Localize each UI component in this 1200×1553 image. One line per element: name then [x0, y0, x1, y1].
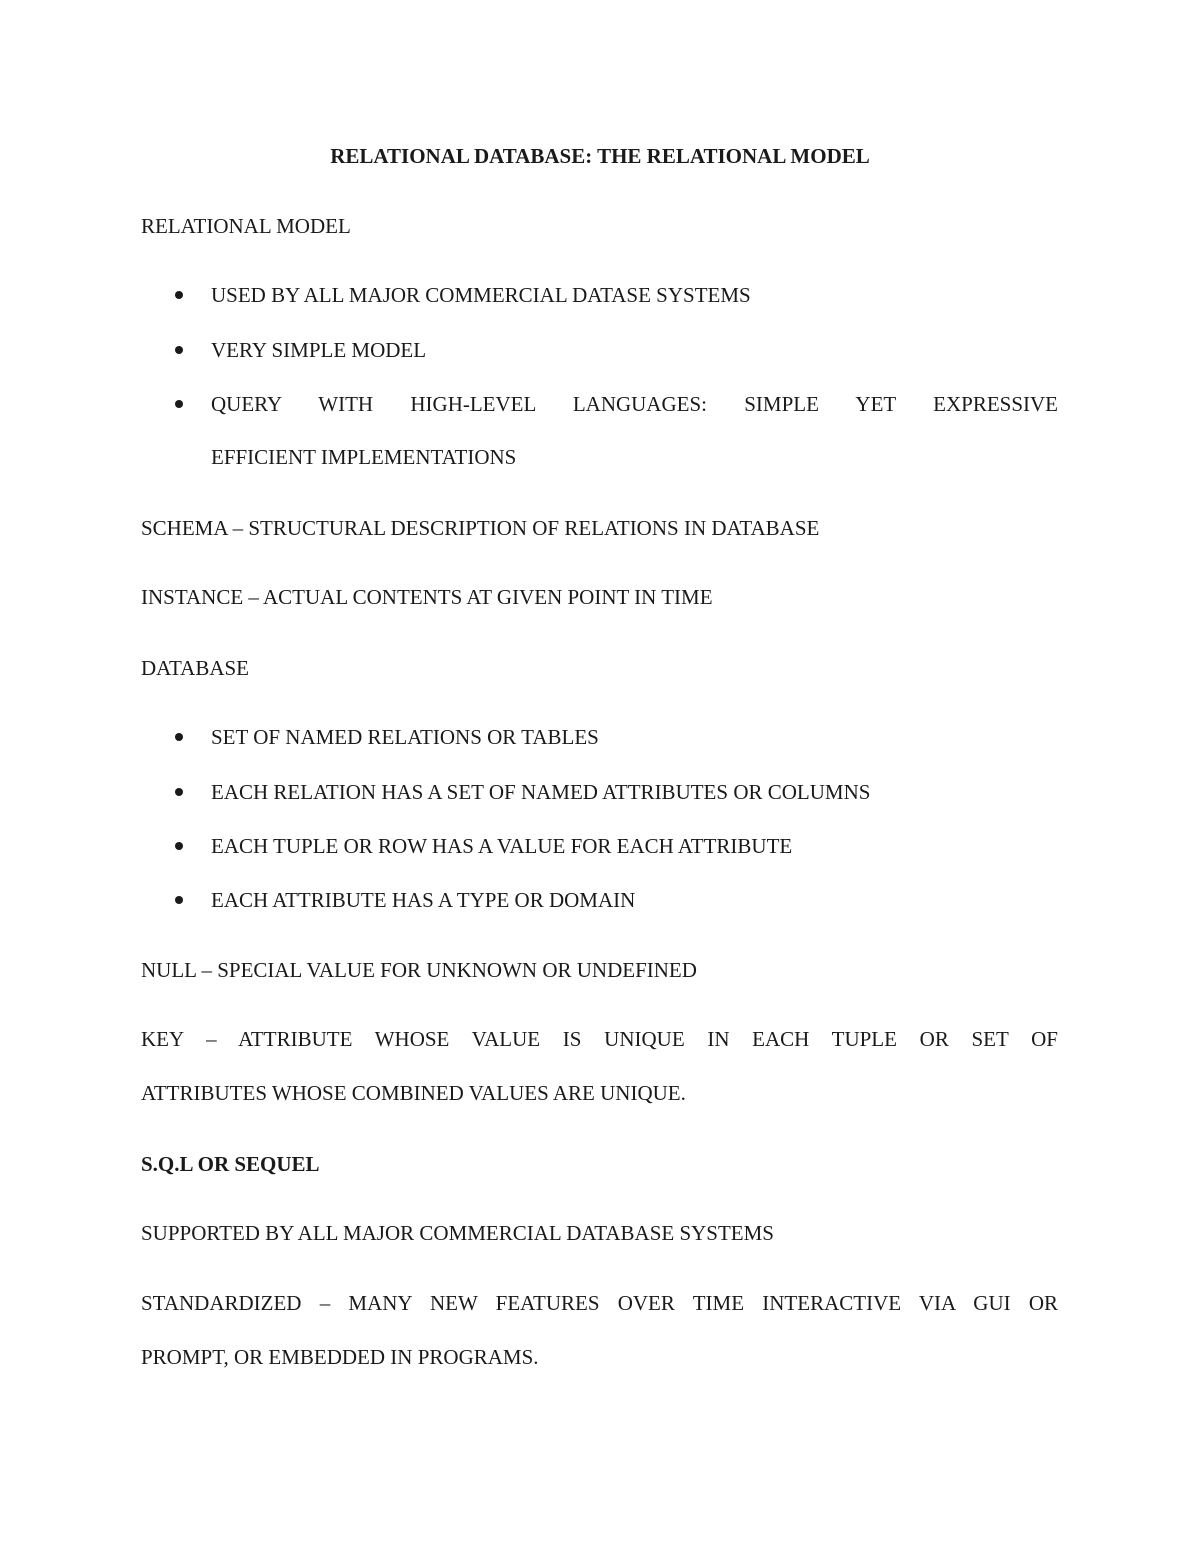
null-definition: NULL – SPECIAL VALUE FOR UNKNOWN OR UNDEFINED — [141, 958, 697, 982]
key-definition-line2: ATTRIBUTES WHOSE COMBINED VALUES ARE UNIQUE. — [141, 1081, 686, 1105]
sql-standardized-line1: STANDARDIZED – MANY NEW FEATURES OVER TIME INTERACTIVE VIA GUI OR — [141, 1291, 1058, 1315]
list-item-continuation: EFFICIENT IMPLEMENTATIONS — [211, 445, 517, 469]
list-item: SET OF NAMED RELATIONS OR TABLES — [211, 725, 599, 749]
document-title: RELATIONAL DATABASE: THE RELATIONAL MODEL — [330, 144, 870, 168]
bullet-dot-icon — [174, 833, 186, 845]
list-item: QUERY WITH HIGH-LEVEL LANGUAGES: SIMPLE YET EXPRESSIVE — [211, 392, 1058, 416]
bullet-dot-icon — [174, 337, 186, 349]
sql-heading: S.Q.L OR SEQUEL — [141, 1152, 320, 1176]
sql-standardized-line2: PROMPT, OR EMBEDDED IN PROGRAMS. — [141, 1345, 539, 1369]
relational-model-heading: RELATIONAL MODEL — [141, 214, 351, 238]
list-item: EACH RELATION HAS A SET OF NAMED ATTRIBUTES OR COLUMNS — [211, 780, 871, 804]
database-heading: DATABASE — [141, 656, 249, 680]
bullet-dot-icon — [174, 724, 186, 736]
sql-supported: SUPPORTED BY ALL MAJOR COMMERCIAL DATABASE SYSTEMS — [141, 1221, 774, 1245]
bullet-dot-icon — [174, 779, 186, 791]
bullet-dot-icon — [174, 391, 186, 403]
list-item: VERY SIMPLE MODEL — [211, 338, 427, 362]
list-item: EACH ATTRIBUTE HAS A TYPE OR DOMAIN — [211, 888, 636, 912]
bullet-dot-icon — [174, 282, 186, 294]
bullet-dot-icon — [174, 887, 186, 899]
key-definition-line1: KEY – ATTRIBUTE WHOSE VALUE IS UNIQUE IN EACH TUPLE OR SET OF — [141, 1027, 1058, 1051]
schema-definition: SCHEMA – STRUCTURAL DESCRIPTION OF RELATIONS IN DATABASE — [141, 516, 820, 540]
list-item: USED BY ALL MAJOR COMMERCIAL DATASE SYSTEMS — [211, 283, 751, 307]
list-item: EACH TUPLE OR ROW HAS A VALUE FOR EACH ATTRIBUTE — [211, 834, 793, 858]
instance-definition: INSTANCE – ACTUAL CONTENTS AT GIVEN POINT IN TIME — [141, 585, 713, 609]
